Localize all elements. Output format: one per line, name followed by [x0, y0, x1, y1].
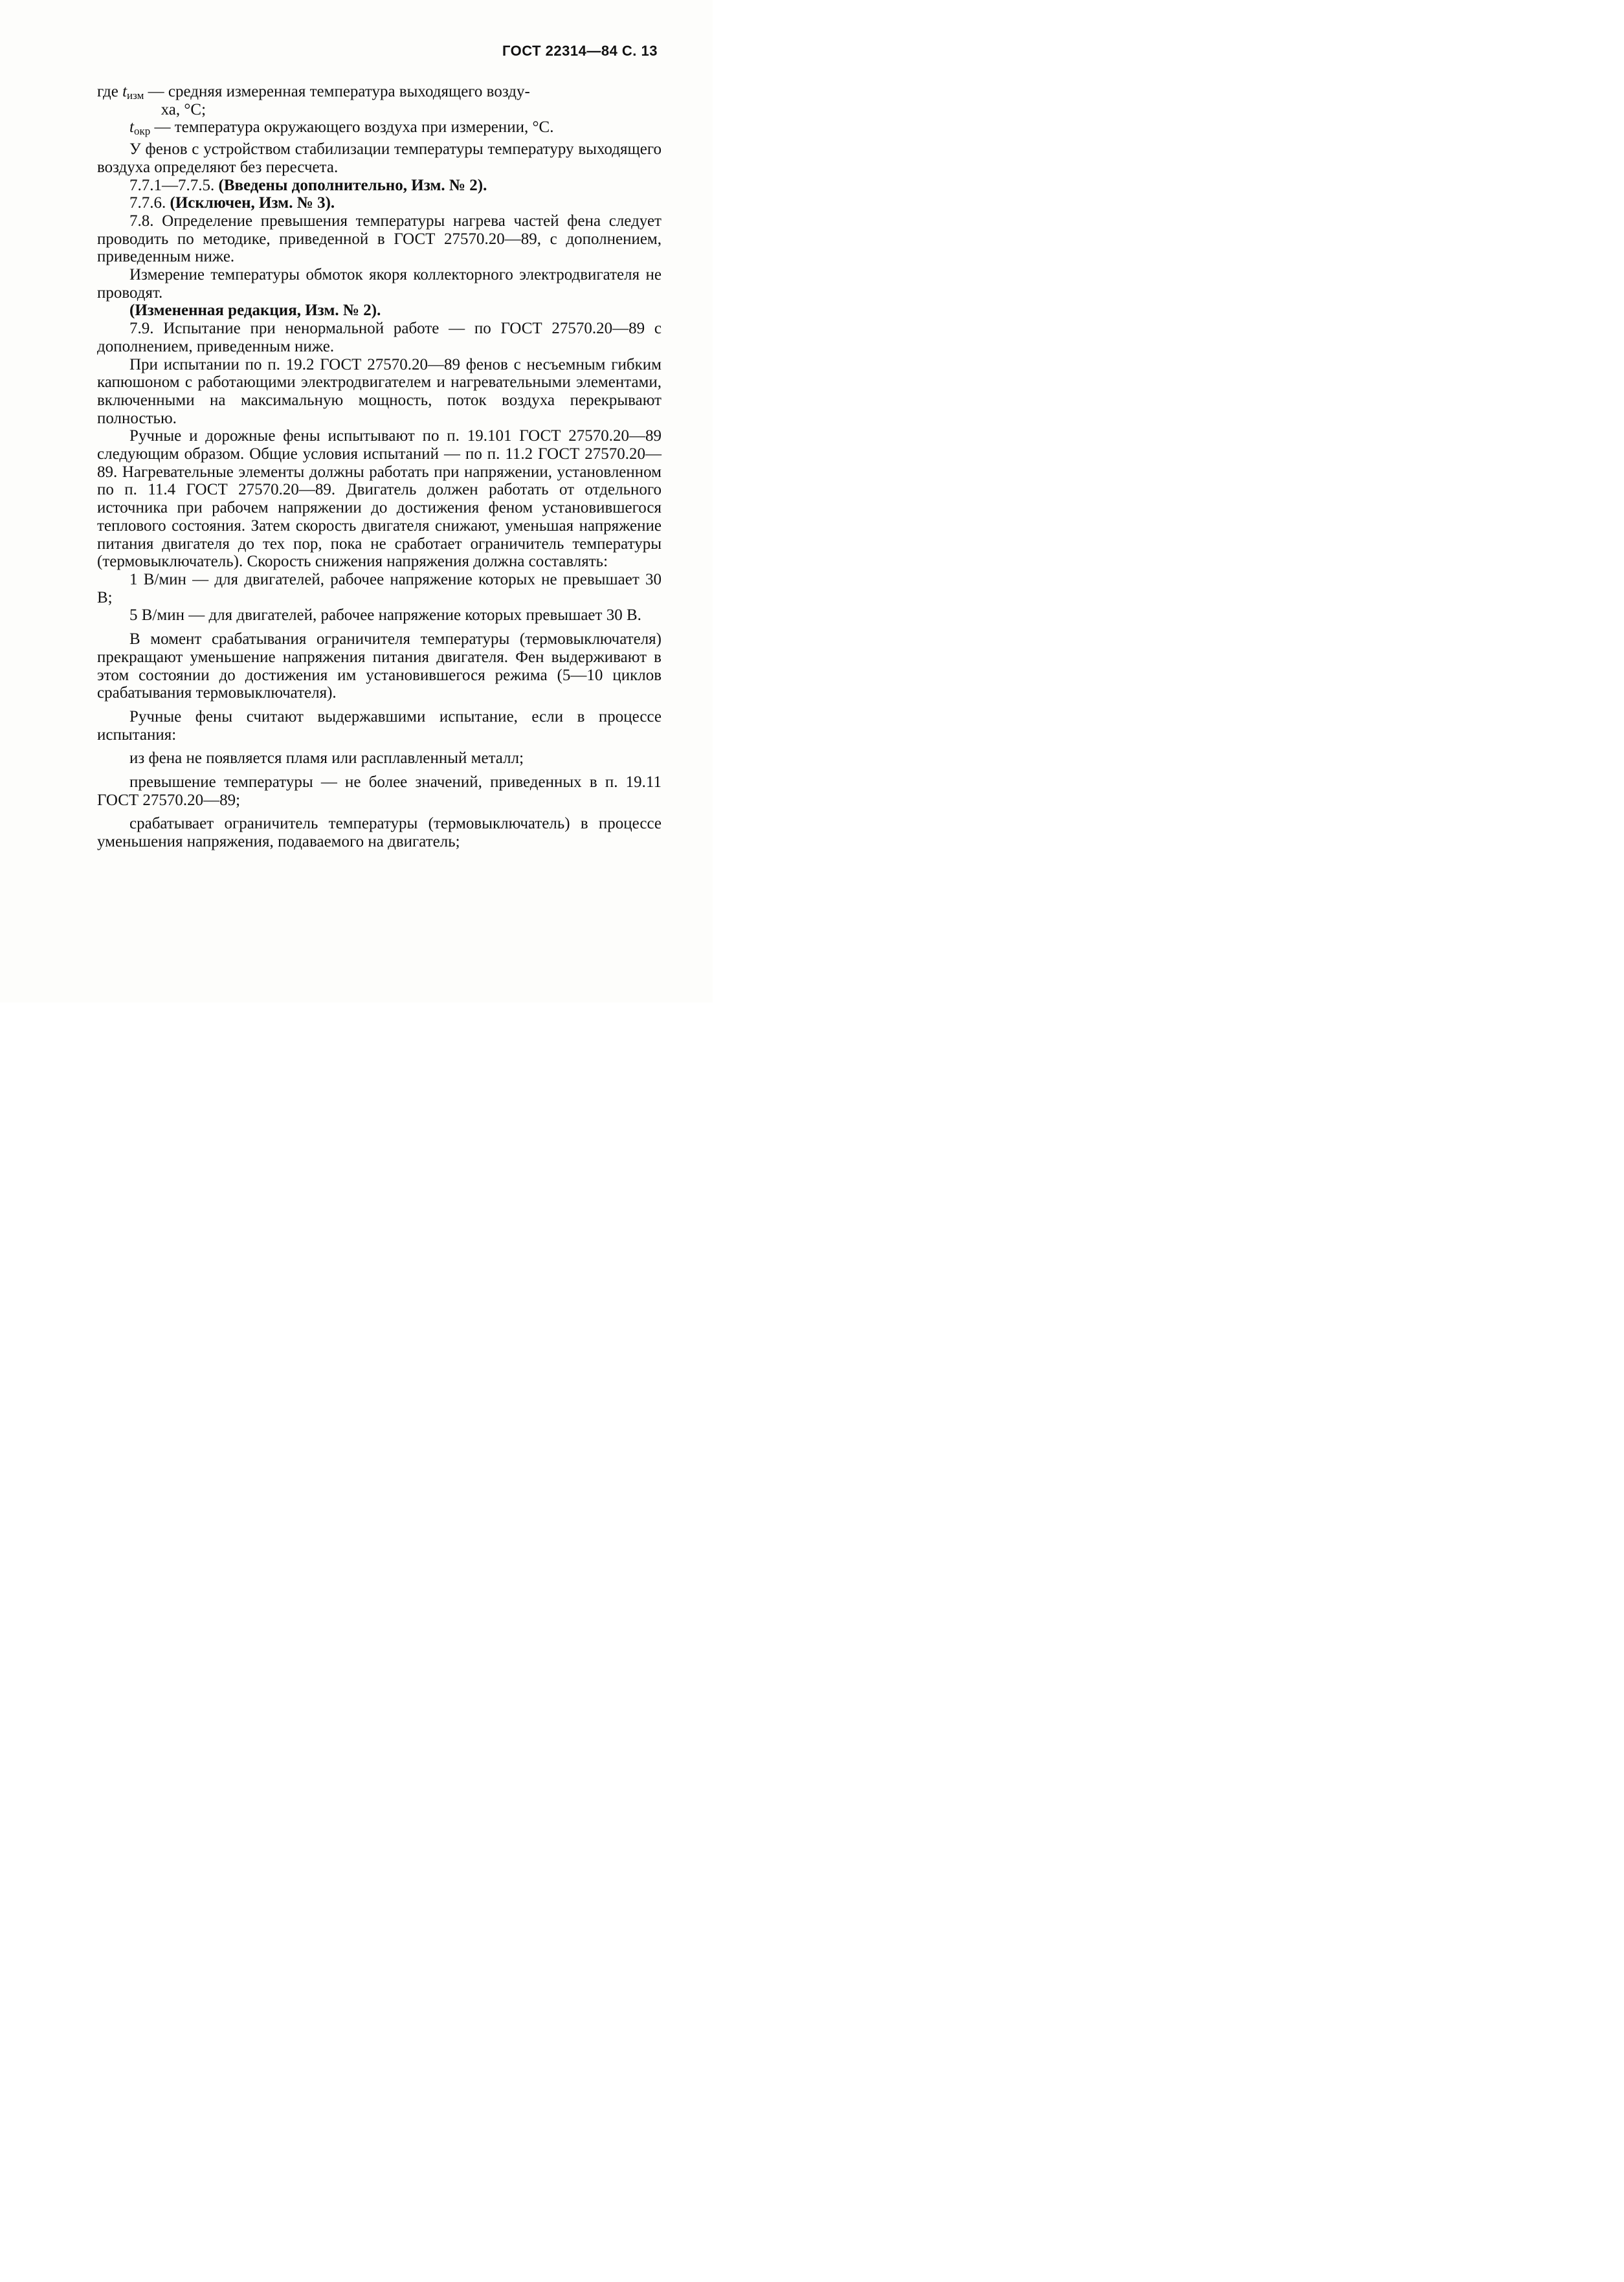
paragraph-pass-criteria: Ручные фены считают выдержавшими испытание, если в процессе испытания: — [97, 707, 662, 744]
definition-t-okr — [97, 118, 662, 140]
list-item-1v-min: 1 В/мин — для двигателей, рабочее напряжение которых не превышает 30 В; — [97, 570, 662, 606]
where-definitions — [97, 83, 662, 140]
t-izm-definition: — средняя измеренная температура выходящего возду- — [148, 83, 530, 100]
t-izm-symbol: $t_{изм}$ — [122, 83, 144, 102]
paragraph-thermal-cutout: В момент срабатывания ограничителя температуры (термовыключателя) прекращают уменьшение напряжения питания двигателя. Фен выдерживают в этом состоянии до достижения им установившегося режима (5—10 циклов срабатывания термовыключателя). — [97, 630, 662, 702]
paragraph-19-2-test: При испытании по п. 19.2 ГОСТ 27570.20—89 фенов с несъемным гибким капюшоном с работающими электродвигателем и нагревательными элементами, включенными на максимальную мощность, поток воздуха перекрывают полностью. — [97, 355, 662, 427]
amendment-note: (Исключен, Изм. № 3). — [170, 194, 335, 212]
paragraph-19-101-test: Ручные и дорожные фены испытывают по п. 19.101 ГОСТ 27570.20—89 следующим образом. Общие условия испытаний — по п. 11.2 ГОСТ 27570.20—89. Нагревательные элементы должны работать при напряжении, установленном по п. 11.4 ГОСТ 27570.20—89. Двигатель должен работать от отдельного источника при рабочем напряжении до достижения феном установившегося теплового состояния. Затем скорость двигателя снижают, уменьшая напряжение питания двигателя до тех пор, пока не сработает ограничитель температуры (термовыключатель). Скорость снижения напряжения должна составлять: — [97, 427, 662, 571]
t-izm-definition-cont: ха, °С; — [161, 100, 206, 118]
t-okr-definition: — температура окружающего воздуха при измерении, °С. — [154, 118, 554, 137]
t-izm-subscript: изм — [127, 89, 144, 102]
paragraph-7-7-6 — [97, 194, 662, 212]
document-page — [0, 0, 713, 1003]
clause-number: 7.7.6. — [129, 194, 166, 212]
paragraph-7-7-1 — [97, 177, 662, 195]
list-item-5v-min: 5 В/мин — для двигателей, рабочее напряжение которых превышает 30 В. — [129, 606, 641, 625]
paragraph-7-9: 7.9. Испытание при ненормальной работе — по ГОСТ 27570.20—89 с дополнением, приведенным ниже. — [97, 320, 662, 355]
paragraph-armature-measurement: Измерение температуры обмоток якоря коллекторного электродвигателя не проводят. — [97, 266, 662, 302]
definition-t-izm — [97, 83, 662, 118]
paragraph-stabilization: У фенов с устройством стабилизации температуры температуру выходящего воздуха определяют без пересчета. — [97, 140, 662, 176]
paragraph-7-8: 7.8. Определение превышения температуры нагрева частей фена следует проводить по методике, приведенной в ГОСТ 27570.20—89, с дополнением, приведенным ниже. — [97, 212, 662, 266]
t-okr-symbol: $t_{окр}$ — [129, 118, 151, 138]
where-label: где — [97, 83, 118, 100]
list-item-cutout-operates: срабатывает ограничитель температуры (термовыключатель) в процессе уменьшения напряжения, подаваемого на двигатель; — [97, 815, 662, 851]
document-body — [97, 83, 662, 851]
t-okr-subscript: окр — [133, 125, 151, 138]
clause-number: 7.7.1—7.7.5. — [129, 176, 215, 194]
amendment-note-edited: (Измененная редакция, Изм. № 2). — [129, 302, 381, 320]
list-item-no-flame: из фена не появляется пламя или расплавленный металл; — [129, 749, 524, 768]
page-header: ГОСТ 22314—84 С. 13 — [502, 43, 658, 59]
list-item-temperature-rise: превышение температуры — не более значений, приведенных в п. 19.11 ГОСТ 27570.20—89; — [97, 773, 662, 809]
amendment-note: (Введены дополнительно, Изм. № 2). — [218, 176, 487, 194]
